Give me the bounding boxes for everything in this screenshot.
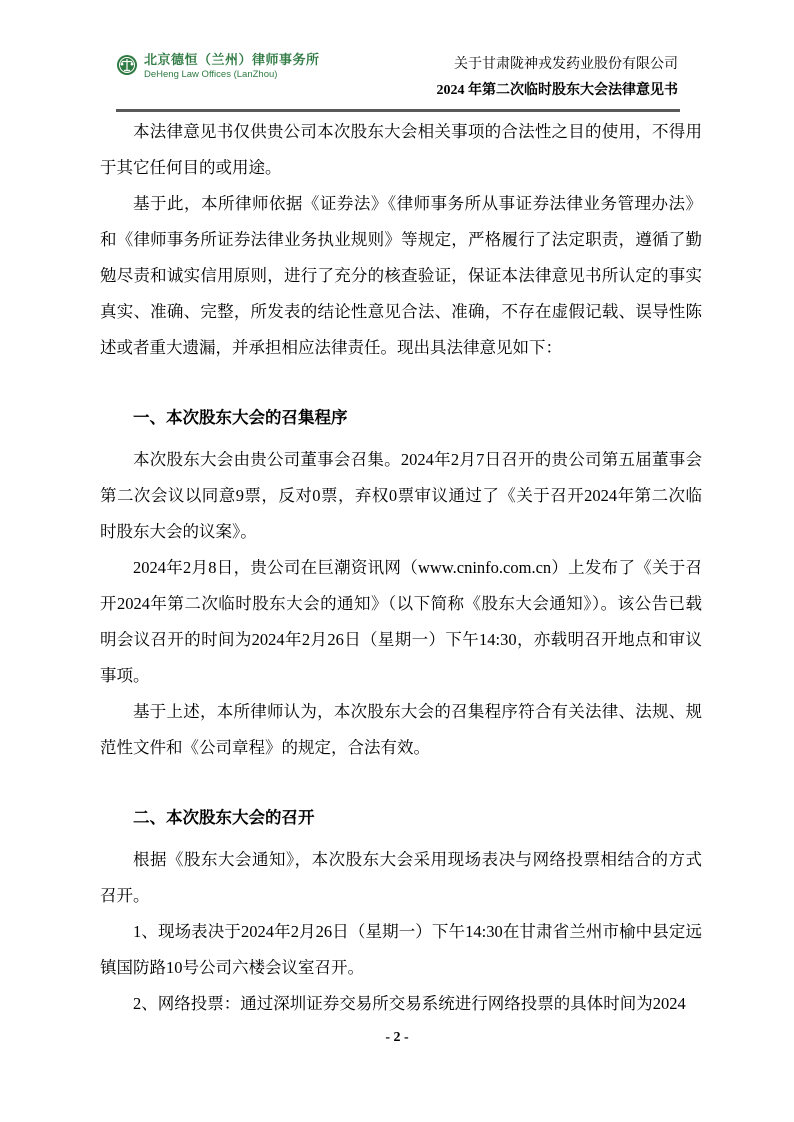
deheng-green-seal-icon <box>116 54 138 81</box>
section1-paragraph-convening: 本次股东大会由贵公司董事会召集。2024年2月7日召开的贵公司第五届董事会第二次会议以同意9票，反对0票，弃权0票审议通过了《关于召开2024年第二次临时股东大会的议案》。 <box>100 449 702 541</box>
document-body <box>100 114 702 1022</box>
paragraph-usage-restriction: 本法律意见书仅供贵公司本次股东大会相关事项的合法性之目的使用，不得用于其它任何目的或用途。 <box>100 121 702 177</box>
paragraph-legal-basis: 基于此，本所律师依据《证券法》《律师事务所从事证券法律业务管理办法》和《律师事务所证券法律业务执业规则》等规定，严格履行了法定职责，遵循了勤勉尽责和诚实信用原则，进行了充分的核查验证，保证本法律意见书所认定的事实真实、准确、完整，所发表的结论性意见合法、准确，不存在虚假记载、误导性陈述或者重大遗漏，并承担相应法律责任。现出具法律意见如下： <box>100 193 702 357</box>
document-title-line2: 2024 年第二次临时股东大会法律意见书 <box>436 82 678 98</box>
law-firm-name-block <box>144 52 320 82</box>
page-number: - 2 - <box>385 1030 409 1045</box>
law-firm-name-en: DeHeng Law Offices (LanZhou) <box>144 69 278 81</box>
header-divider <box>116 109 680 112</box>
section2-paragraph-method: 根据《股东大会通知》，本次股东大会采用现场表决与网络投票相结合的方式召开。 <box>100 849 702 905</box>
page-header <box>100 52 702 112</box>
section2-paragraph-online-vote: 2、网络投票：通过深圳证券交易所交易系统进行网络投票的具体时间为2024 <box>133 993 686 1013</box>
section1-paragraph-notice: 2024年2月8日，贵公司在巨潮资讯网（www.cninfo.com.cn）上发布了《关于召开2024年第二次临时股东大会的通知》（以下简称《股东大会通知》）。该公告已载明会议召开的时间为2024年2月26日（星期一）下午14:30，亦载明召开地点和审议事项。 <box>100 557 702 685</box>
law-firm-name-cn: 北京德恒（兰州）律师事务所 <box>144 52 320 67</box>
law-firm-logo <box>116 52 320 82</box>
section2-paragraph-onsite-vote: 1、现场表决于2024年2月26日（星期一）下午14:30在甘肃省兰州市榆中县定远镇国防路10号公司六楼会议室召开。 <box>100 921 702 977</box>
header-row <box>116 52 678 104</box>
section1-paragraph-conclusion: 基于上述，本所律师认为，本次股东大会的召集程序符合有关法律、法规、规范性文件和《公司章程》的规定，合法有效。 <box>100 701 702 757</box>
section1-heading: 一、本次股东大会的召集程序 <box>133 408 348 427</box>
document-title-line1: 关于甘肃陇神戎发药业股份有限公司 <box>454 57 678 72</box>
document-title-block <box>437 52 679 104</box>
section2-heading: 二、本次股东大会的召开 <box>133 808 315 827</box>
